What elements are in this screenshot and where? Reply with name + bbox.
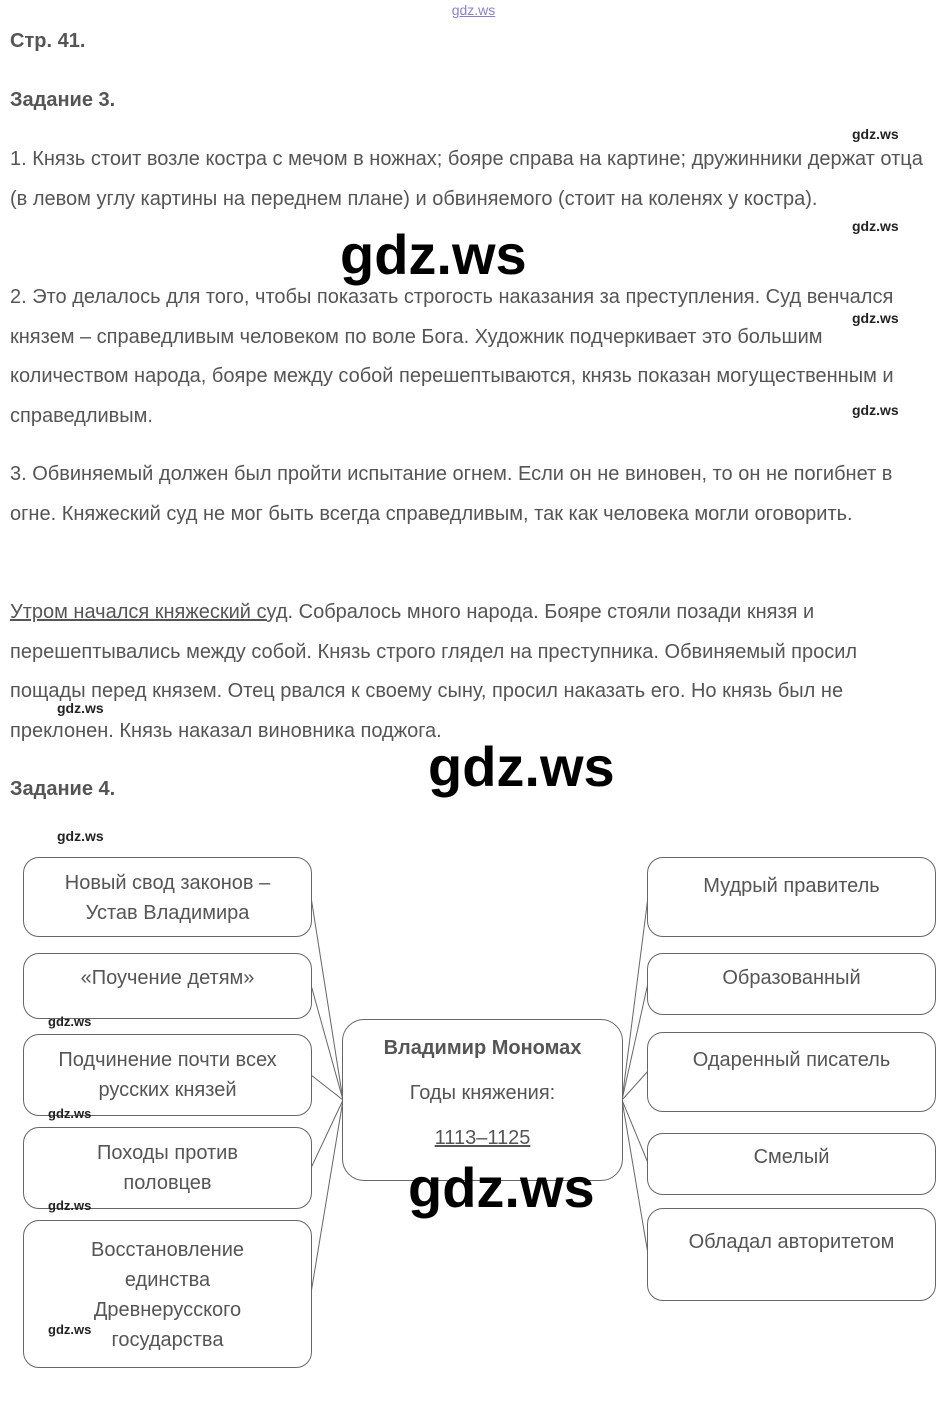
left-item-4 xyxy=(23,1127,312,1209)
watermark-small: gdz.ws xyxy=(48,1014,92,1029)
right-item-label: Одаренный писатель xyxy=(692,1049,891,1071)
watermark-small: gdz.ws xyxy=(852,126,899,142)
right-item-2 xyxy=(647,953,936,1015)
task4-title: Задание 4. xyxy=(10,778,116,800)
left-item-label: Новый свод законов – Устав Владимира xyxy=(64,872,271,924)
task3-paragraph-1: 1. Князь стоит возле костра с мечом в ножнах; бояре справа на картине; дружинники держат отца (в левом углу картины на переднем плане) и обвиняемого (стоит на коленях у костра). xyxy=(10,148,923,210)
left-item-1 xyxy=(23,857,312,937)
story-underlined-phrase: Утром начался княжеский суд xyxy=(10,601,288,623)
watermark-large: gdz.ws xyxy=(340,223,527,286)
right-item-4 xyxy=(647,1133,936,1195)
left-item-label: Подчинение почти всех русских князей xyxy=(58,1049,277,1101)
left-item-label: Походы против половцев xyxy=(97,1142,238,1194)
watermark-small: gdz.ws xyxy=(852,402,899,418)
left-item-label: Восстановление единства Древнерусского государства xyxy=(91,1239,244,1351)
right-item-label: Смелый xyxy=(753,1146,830,1168)
watermark-large: gdz.ws xyxy=(428,735,615,798)
watermark-large: gdz.ws xyxy=(408,1156,595,1219)
watermark-small: gdz.ws xyxy=(852,310,899,326)
connector-line xyxy=(622,1071,648,1100)
task3-paragraph-3: 3. Обвиняемый должен был пройти испытание огнем. Если он не виновен, то он не погибнет в огне. Княжеский суд не мог быть всегда справедливым, так как человека могли оговорить. xyxy=(10,463,893,525)
connector-line xyxy=(622,1100,648,1254)
connector-line xyxy=(311,1100,343,1168)
task3-title: Задание 3. xyxy=(10,89,116,111)
page-label: Стр. 41. xyxy=(10,30,86,52)
reign-years: 1113–1125 xyxy=(434,1127,531,1149)
connector-line xyxy=(311,897,343,1100)
left-item-label: «Поучение детям» xyxy=(80,967,255,989)
connector-line xyxy=(311,985,343,1100)
watermark-small: gdz.ws xyxy=(48,1322,92,1337)
watermark-small: gdz.ws xyxy=(57,700,104,716)
reign-label: Годы княжения: xyxy=(409,1082,556,1104)
connector-line xyxy=(311,1075,343,1100)
watermark-small: gdz.ws xyxy=(852,218,899,234)
right-item-3 xyxy=(647,1032,936,1112)
right-item-label: Мудрый правитель xyxy=(703,875,880,897)
watermark-small: gdz.ws xyxy=(48,1106,92,1121)
right-item-5 xyxy=(647,1208,936,1301)
left-item-5 xyxy=(23,1220,312,1368)
left-item-3 xyxy=(23,1034,312,1116)
connector-line xyxy=(622,1100,648,1163)
watermark-small: gdz.ws xyxy=(57,828,104,844)
right-item-label: Образованный xyxy=(722,967,861,989)
watermark-small: gdz.ws xyxy=(48,1198,92,1213)
story-text: . Собралось много народа. Бояре стояли позади князя и перешептывались между собой. Князь строго глядел на преступника. Обвиняемый просил пощады перед князем. Отец рвался к своему сыну, просил наказать его. Но князь был не преклонен. Князь наказал виновника поджога. xyxy=(10,601,858,742)
right-item-label: Обладал авторитетом xyxy=(688,1231,895,1253)
ruler-name: Владимир Мономах xyxy=(383,1037,582,1059)
top-watermark: gdz.ws xyxy=(451,2,496,18)
connector-line xyxy=(311,1100,343,1293)
left-item-2 xyxy=(23,953,312,1019)
right-item-1 xyxy=(647,857,936,937)
task3-paragraph-2: 2. Это делалось для того, чтобы показать строгость наказания за преступления. Суд венчался князем – справедливым человеком по воле Бога. Художник подчеркивает это большим количеством народа, бояре между собой перешептываются, князь показан могущественным и справедливым. xyxy=(10,286,894,427)
